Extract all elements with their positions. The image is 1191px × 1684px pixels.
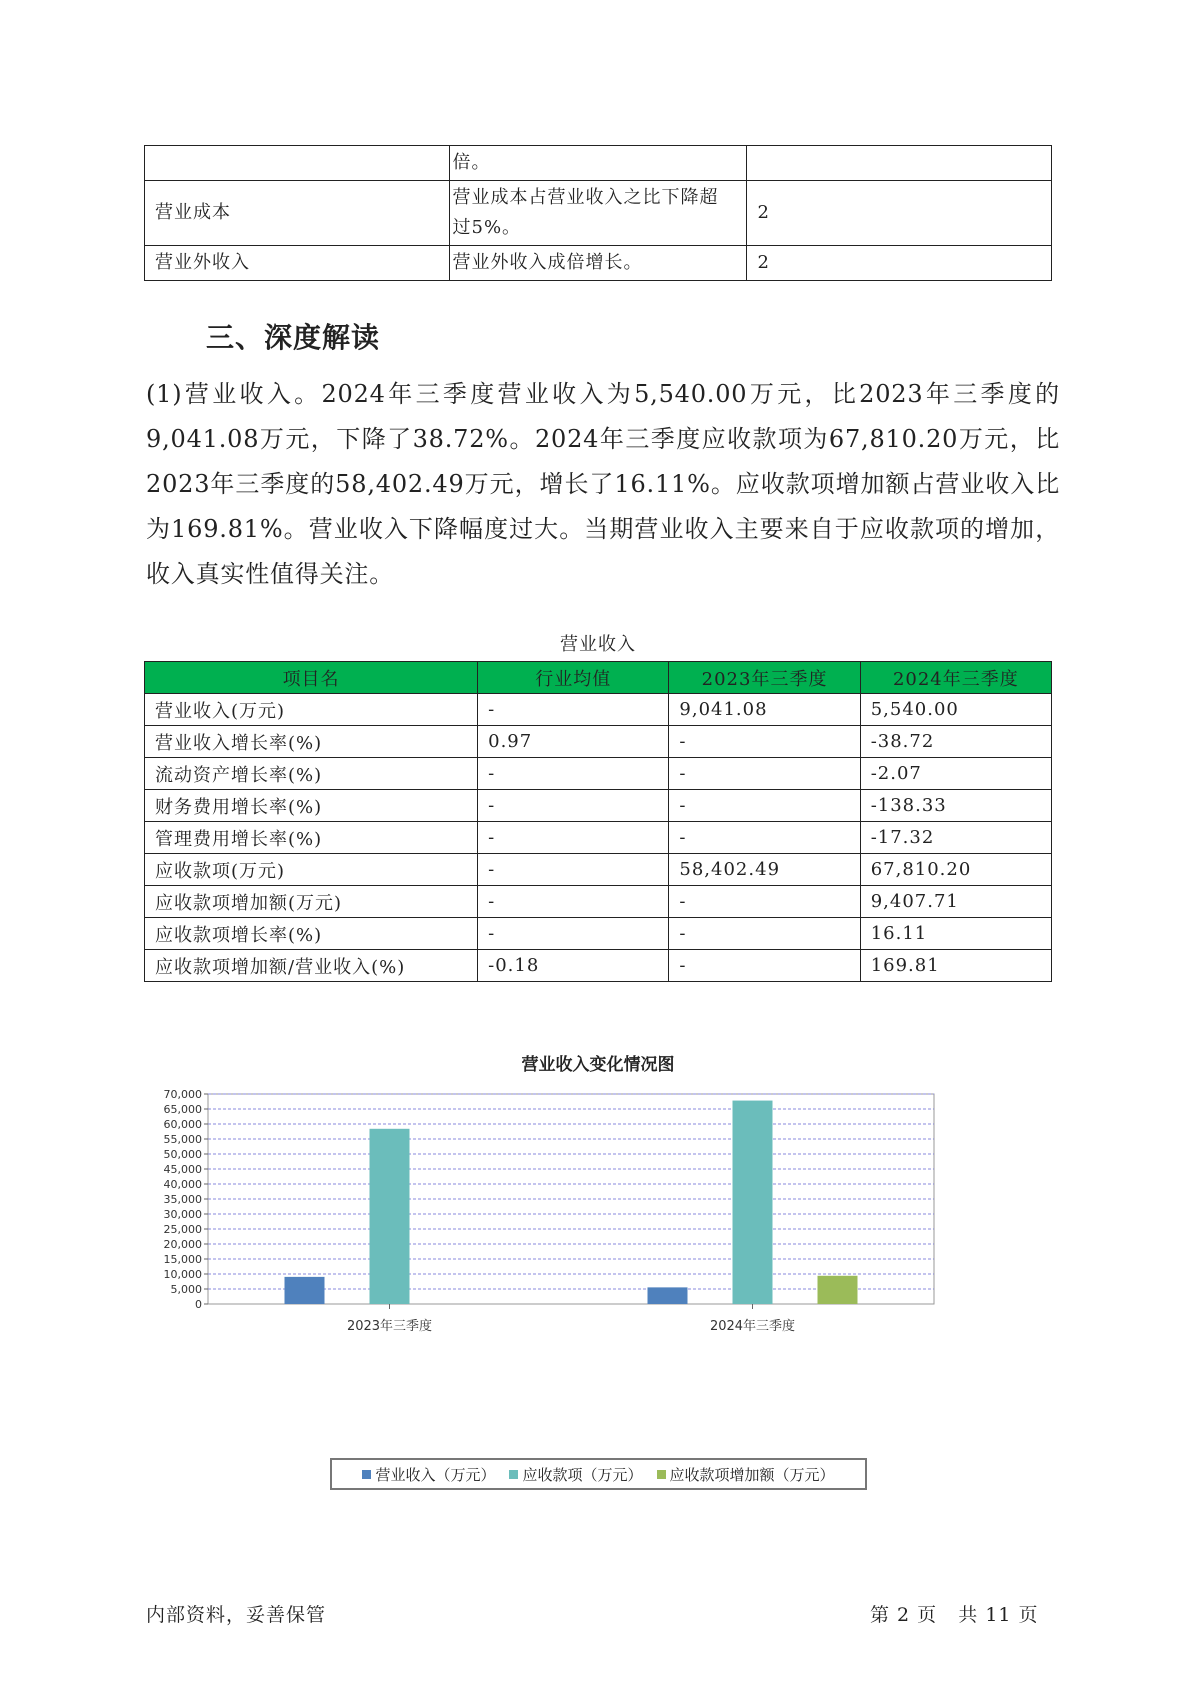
table-cell: 营业收入(万元) [145,694,478,726]
table-cell: 应收款项(万元) [145,854,478,886]
y-tick-label: 25,000 [163,1223,202,1236]
table-caption: 营业收入 [560,634,636,655]
y-tick-label: 60,000 [163,1118,202,1131]
table-cell: - [478,694,669,726]
y-tick-label: 40,000 [163,1178,202,1191]
bar [285,1277,325,1304]
table-cell: 9,041.08 [669,694,860,726]
y-tick-label: 45,000 [163,1163,202,1176]
table-row [145,758,1052,790]
y-tick-label: 65,000 [163,1103,202,1116]
table-row [145,950,1052,982]
table-row [145,822,1052,854]
y-tick-label: 30,000 [163,1208,202,1221]
section-heading: 三、深度解读 [206,321,381,354]
table-cell: 5,540.00 [860,694,1051,726]
table-cell: 应收款项增长率(%) [145,918,478,950]
legend-swatch [362,1470,371,1479]
analysis-paragraph: (1)营业收入。2024年三季度营业收入为5,540.00万元，比2023年三季度的9,041.08万元，下降了38.72%。2024年三季度应收款项为67,810.20万元，比2023年三季度的58,402.49万元，增长了16.11%。应收款项增加额占营业收入比为169.81%。营业收入下降幅度过大。当期营业收入主要来自于应收款项的增加，收入真实性值得关注。 [146,380,1060,588]
legend-item [657,1464,835,1485]
table-cell: 流动资产增长率(%) [145,758,478,790]
footer-confidential-note: 内部资料，妥善保管 [146,1604,327,1626]
table-cell: - [669,758,860,790]
table-row [145,790,1052,822]
footer-page-number: 第 2 页 共 11 页 [870,1604,1039,1626]
table-cell: 营业外收入 [145,246,450,281]
table-cell: -38.72 [860,726,1051,758]
table-row [145,854,1052,886]
table-cell: 管理费用增长率(%) [145,822,478,854]
column-header: 2024年三季度 [860,662,1051,694]
table-cell [747,146,1052,181]
y-tick-label: 10,000 [163,1268,202,1281]
legend-swatch [509,1470,518,1479]
chart-title: 营业收入变化情况图 [521,1055,675,1075]
table-cell: - [669,822,860,854]
table-row [145,726,1052,758]
y-tick-label: 35,000 [163,1193,202,1206]
table-cell: 9,407.71 [860,886,1051,918]
table-cell: 营业成本 [145,181,450,246]
table-cell: -2.07 [860,758,1051,790]
y-tick-label: 5,000 [170,1283,202,1296]
table-cell: - [669,790,860,822]
legend-item [509,1464,642,1485]
table-cell: 营业成本占营业收入之比下降超过5%。 [449,181,747,246]
column-header: 行业均值 [478,662,669,694]
y-tick-label: 15,000 [163,1253,202,1266]
table-cell: - [478,854,669,886]
table-cell: 2 [747,181,1052,246]
table-cell: -17.32 [860,822,1051,854]
table-cell: 58,402.49 [669,854,860,886]
bar [648,1287,688,1304]
y-tick-label: 55,000 [163,1133,202,1146]
table-cell: - [478,886,669,918]
table-cell: - [669,726,860,758]
table-cell: - [669,918,860,950]
table-cell: 财务费用增长率(%) [145,790,478,822]
table-row [145,181,1052,246]
table-cell: - [669,886,860,918]
column-header: 项目名 [145,662,478,694]
table-cell: 应收款项增加额(万元) [145,886,478,918]
table-cell: - [478,822,669,854]
legend-label: 营业收入（万元） [375,1465,496,1484]
table-cell: - [478,790,669,822]
table-cell: - [669,950,860,982]
y-tick-label: 70,000 [163,1088,202,1101]
bar [733,1101,773,1304]
table-cell: -138.33 [860,790,1051,822]
table-row [145,886,1052,918]
table-row [145,918,1052,950]
table-cell [145,146,450,181]
y-tick-label: 0 [195,1298,202,1311]
revenue-bar-chart [150,1080,1030,1460]
y-tick-label: 50,000 [163,1148,202,1161]
table-cell: 67,810.20 [860,854,1051,886]
legend-item [362,1464,495,1485]
legend-swatch [657,1470,666,1479]
table-cell: 0.97 [478,726,669,758]
table-cell: 169.81 [860,950,1051,982]
table-cell: - [478,918,669,950]
bar [818,1276,858,1304]
table-cell: 营业外收入成倍增长。 [449,246,747,281]
indicator-table [144,145,1052,281]
x-tick-label: 2024年三季度 [709,1319,796,1334]
bar [370,1129,410,1304]
legend-label: 应收款项增加额（万元） [669,1465,835,1484]
table-cell: 倍。 [449,146,747,181]
table-cell: 2 [747,246,1052,281]
table-cell: -0.18 [478,950,669,982]
table-row [145,146,1052,181]
table-row [145,694,1052,726]
chart-legend [330,1458,867,1490]
table-cell: - [478,758,669,790]
column-header: 2023年三季度 [669,662,860,694]
table-row [145,246,1052,281]
x-tick-label: 2023年三季度 [346,1319,433,1334]
table-cell: 应收款项增加额/营业收入(%) [145,950,478,982]
table-cell: 营业收入增长率(%) [145,726,478,758]
y-tick-label: 20,000 [163,1238,202,1251]
legend-label: 应收款项（万元） [522,1465,643,1484]
revenue-table [144,661,1052,982]
table-cell: 16.11 [860,918,1051,950]
